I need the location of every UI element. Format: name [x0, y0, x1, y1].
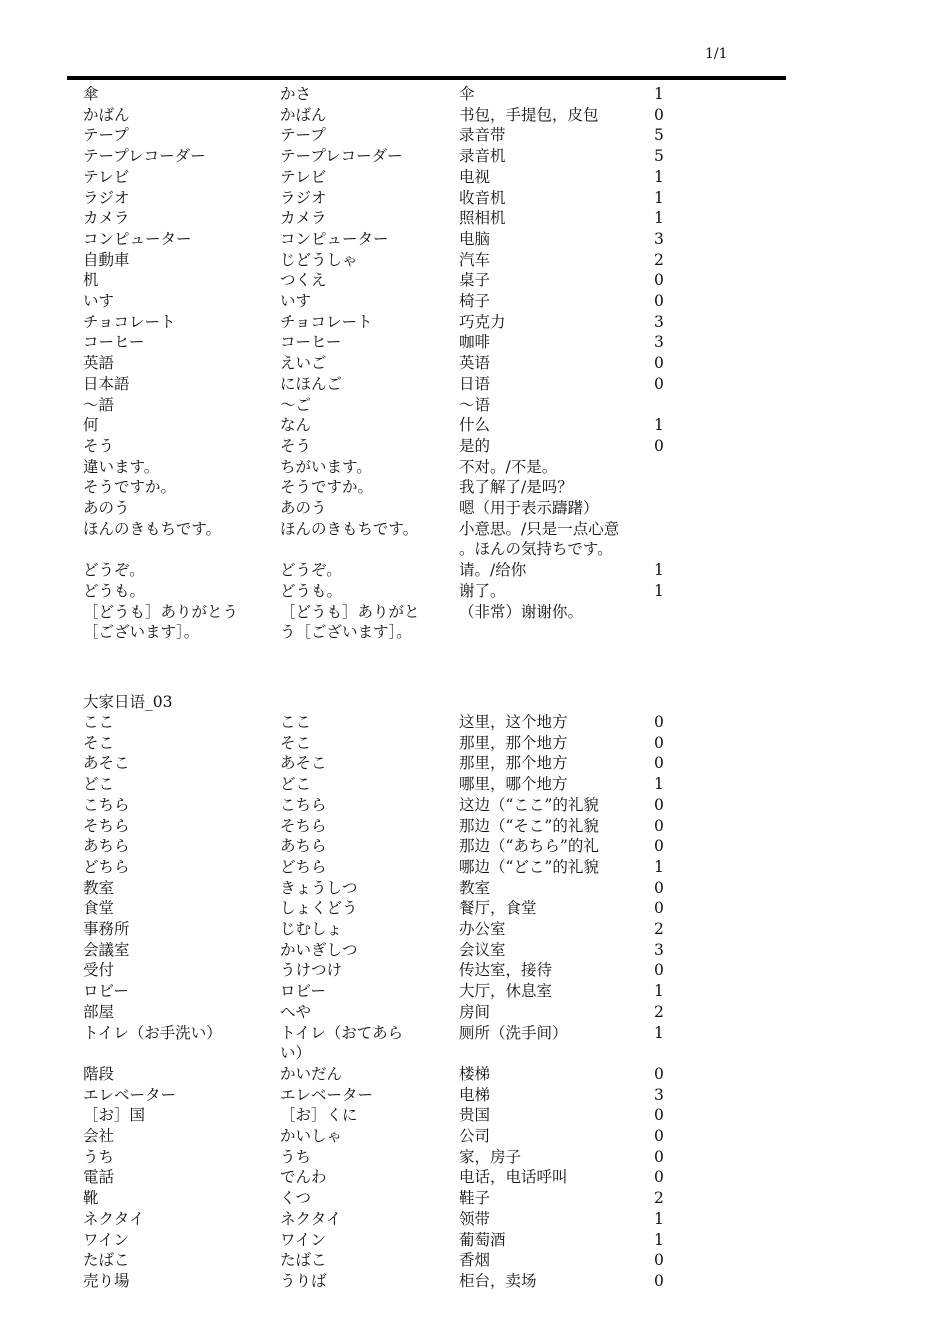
- word-accent: 0: [654, 436, 664, 455]
- word-kana: じむしょ: [280, 920, 343, 938]
- word-kana: いす: [280, 292, 312, 310]
- word-meaning: 餐厅，食堂: [459, 899, 537, 918]
- word-kanji: コンピューター: [83, 229, 192, 248]
- word-accent: 1: [654, 561, 664, 580]
- word-meaning: 电话，电话呼叫: [459, 1168, 568, 1187]
- table-row: [0, 857, 950, 878]
- word-accent: 0: [654, 1271, 664, 1290]
- word-meaning: 照相机: [459, 209, 506, 228]
- word-kana: コーヒー: [280, 333, 342, 352]
- word-kana: でんわ: [280, 1168, 327, 1187]
- word-accent: 3: [654, 1085, 664, 1104]
- word-kana: い）: [280, 1044, 312, 1063]
- word-kanji: ほんのきもちです。: [83, 519, 222, 538]
- word-kanji: ［どうも］ありがとう: [83, 602, 239, 621]
- word-kanji: そこ: [83, 733, 115, 752]
- word-kana: へや: [280, 1002, 312, 1021]
- word-kana: かさ: [280, 85, 312, 103]
- table-row: [0, 753, 950, 774]
- word-kanji: トイレ（お手洗い）: [83, 1023, 222, 1042]
- table-row: [0, 146, 950, 167]
- table-row: [0, 795, 950, 816]
- word-kanji: 受付: [83, 961, 115, 980]
- word-meaning: 办公室: [459, 920, 506, 938]
- word-kanji: 電話: [83, 1168, 115, 1187]
- word-meaning: 什么: [459, 416, 491, 435]
- word-accent: 0: [654, 1251, 664, 1270]
- word-kana: う［ございます］。: [280, 623, 412, 642]
- word-kanji: あのう: [83, 499, 130, 517]
- word-kanji: 机: [83, 271, 99, 290]
- table-row: [0, 1043, 950, 1064]
- word-kanji: こちら: [83, 795, 130, 814]
- word-accent: 3: [654, 333, 664, 352]
- word-meaning: ～语: [459, 395, 491, 414]
- word-accent: 2: [654, 1189, 664, 1208]
- word-accent: 1: [654, 188, 664, 207]
- word-meaning: 楼梯: [459, 1064, 491, 1083]
- table-row: [0, 1105, 950, 1126]
- word-kanji: 自動車: [83, 250, 130, 269]
- table-row: [0, 125, 950, 146]
- word-accent: 1: [654, 775, 664, 794]
- table-row: [0, 622, 950, 643]
- table-row: [0, 1002, 950, 1023]
- word-accent: 1: [654, 1230, 664, 1249]
- table-row: [0, 836, 950, 857]
- table-row: [0, 270, 950, 291]
- word-kana: ラジオ: [280, 188, 327, 207]
- table-row: [0, 312, 950, 333]
- table-row: [0, 1188, 950, 1209]
- word-accent: 1: [654, 1209, 664, 1228]
- table-row: [0, 1209, 950, 1230]
- table-row: [0, 167, 950, 188]
- table-row: [0, 291, 950, 312]
- word-accent: 1: [654, 581, 664, 600]
- word-meaning: 大厅，休息室: [459, 982, 553, 1001]
- word-kana: どちら: [280, 857, 327, 876]
- word-kana: かいぎしつ: [280, 940, 358, 959]
- table-row: [0, 878, 950, 899]
- word-meaning: 那里，那个地方: [459, 754, 568, 773]
- word-kana: ワイン: [280, 1230, 327, 1249]
- word-kanji: チョコレート: [83, 312, 176, 331]
- word-accent: 1: [654, 1023, 664, 1042]
- word-meaning: 谢了。: [459, 581, 506, 600]
- word-kanji: いす: [83, 292, 115, 310]
- word-kana: かいしゃ: [280, 1127, 343, 1145]
- word-meaning: 咖啡: [459, 333, 491, 352]
- word-kana: カメラ: [280, 209, 327, 228]
- word-kana: チョコレート: [280, 312, 373, 331]
- word-kana: コンピューター: [280, 229, 389, 248]
- word-kana: エレベーター: [280, 1085, 374, 1104]
- word-kanji: 違います。: [83, 457, 160, 476]
- table-row: [0, 960, 950, 981]
- word-kana: あちら: [280, 837, 327, 856]
- word-kana: トイレ（おてあら: [280, 1023, 404, 1042]
- word-accent: 0: [654, 1168, 664, 1187]
- word-kanji: ここ: [83, 713, 115, 731]
- word-accent: 2: [654, 920, 664, 938]
- word-accent: 5: [654, 147, 664, 166]
- table-row: [0, 981, 950, 1002]
- word-kana: じどうしゃ: [280, 250, 358, 269]
- word-accent: 2: [654, 1002, 664, 1021]
- word-kanji: 事務所: [83, 920, 130, 938]
- word-accent: 0: [654, 961, 664, 980]
- word-accent: 3: [654, 940, 664, 959]
- word-meaning: 公司: [459, 1127, 491, 1145]
- table-row: [0, 898, 950, 919]
- word-kanji: テープレコーダー: [83, 147, 206, 166]
- word-accent: 0: [654, 292, 664, 310]
- word-kanji: ［ございます］。: [83, 623, 200, 642]
- word-meaning: 电脑: [459, 229, 491, 248]
- word-accent: 0: [654, 795, 664, 814]
- word-meaning: 是的: [459, 436, 491, 455]
- table-row: [0, 1271, 950, 1292]
- word-kana: かばん: [280, 105, 327, 124]
- word-accent: 1: [654, 857, 664, 876]
- word-kana: どうぞ。: [280, 561, 342, 580]
- word-kanji: あそこ: [83, 754, 130, 773]
- word-kanji: 教室: [83, 878, 115, 897]
- word-kanji: そう: [83, 436, 115, 455]
- word-accent: 0: [654, 271, 664, 290]
- word-meaning: 日语: [459, 374, 491, 393]
- word-meaning: 那边（“そこ”的礼貌: [459, 816, 599, 835]
- word-meaning: 柜台，卖场: [459, 1271, 537, 1290]
- word-kanji: 日本語: [83, 374, 130, 393]
- word-meaning: 英语: [459, 354, 491, 373]
- word-kanji: そちら: [83, 816, 130, 835]
- table-row: [0, 457, 950, 478]
- word-accent: 1: [654, 416, 664, 435]
- table-row: [0, 1167, 950, 1188]
- word-meaning: 收音机: [459, 188, 506, 207]
- table-row: [0, 733, 950, 754]
- word-kana: テープレコーダー: [280, 147, 403, 166]
- word-kana: えいご: [280, 354, 327, 373]
- word-kanji: ネクタイ: [83, 1209, 145, 1228]
- table-row: [0, 332, 950, 353]
- word-kana: ロビー: [280, 982, 326, 1001]
- word-accent: 1: [654, 209, 664, 228]
- word-kana: テレビ: [280, 167, 327, 186]
- word-kanji: 会社: [83, 1127, 115, 1145]
- word-kana: ここ: [280, 713, 312, 731]
- word-kanji: かばん: [83, 105, 130, 124]
- table-row: [0, 229, 950, 250]
- table-row: [0, 1126, 950, 1147]
- table-row: [0, 816, 950, 837]
- word-meaning: 巧克力: [459, 312, 506, 331]
- word-meaning: 请。/给你: [459, 561, 527, 580]
- word-accent: 0: [654, 1147, 664, 1166]
- table-row: [0, 774, 950, 795]
- word-accent: 0: [654, 754, 664, 773]
- word-kanji: 売り場: [83, 1271, 130, 1290]
- table-row: [0, 1023, 950, 1044]
- word-accent: 0: [654, 816, 664, 835]
- word-accent: 0: [654, 374, 664, 393]
- word-kana: なん: [280, 416, 312, 435]
- word-kana: あのう: [280, 499, 327, 517]
- word-kana: きょうしつ: [280, 878, 358, 897]
- word-accent: 0: [654, 354, 664, 373]
- word-kanji: カメラ: [83, 209, 130, 228]
- table-row: [0, 1147, 950, 1168]
- word-kana: どうも。: [280, 581, 343, 600]
- table-row: [0, 188, 950, 209]
- word-meaning: 那边（“あちら”的礼: [459, 837, 599, 856]
- word-meaning: 会议室: [459, 940, 506, 959]
- word-kanji: どちら: [83, 857, 130, 876]
- word-kana: あそこ: [280, 754, 327, 773]
- word-kana: そうですか。: [280, 478, 374, 497]
- word-kana: たばこ: [280, 1251, 327, 1270]
- word-meaning: 葡萄酒: [459, 1230, 506, 1249]
- word-kana: そこ: [280, 733, 312, 752]
- word-meaning: （非常）谢谢你。: [459, 602, 584, 621]
- word-kana: かいだん: [280, 1064, 343, 1083]
- word-kanji: 会議室: [83, 940, 130, 959]
- word-meaning: 领带: [459, 1209, 491, 1228]
- word-accent: 0: [654, 105, 664, 124]
- word-kana: くつ: [280, 1189, 312, 1208]
- word-meaning: 这边（“ここ”的礼貌: [459, 795, 599, 814]
- word-meaning: 。ほんの気持ちです。: [459, 540, 613, 559]
- table-row: [0, 1064, 950, 1085]
- word-kanji: エレベーター: [83, 1085, 177, 1104]
- word-kanji: 英語: [83, 354, 115, 373]
- word-meaning: 伞: [459, 85, 475, 103]
- word-accent: 3: [654, 229, 664, 248]
- word-accent: 0: [654, 899, 664, 918]
- table-row: [0, 539, 950, 560]
- table-row: [0, 477, 950, 498]
- word-accent: 1: [654, 85, 664, 103]
- word-kana: そちら: [280, 816, 327, 835]
- word-kana: しょくどう: [280, 899, 358, 918]
- word-kanji: 何: [83, 416, 99, 435]
- word-meaning: 汽车: [459, 250, 491, 269]
- word-kana: こちら: [280, 795, 327, 814]
- word-meaning: 房间: [459, 1002, 491, 1021]
- word-meaning: 电梯: [459, 1085, 491, 1104]
- table-row: [0, 602, 950, 623]
- table-row: [0, 940, 950, 961]
- word-kana: ［お］くに: [280, 1106, 358, 1125]
- word-meaning: 这里，这个地方: [459, 713, 568, 731]
- table-row: [0, 436, 950, 457]
- table-row: [0, 374, 950, 395]
- word-kana: にほんご: [280, 374, 343, 393]
- table-row: [0, 712, 950, 733]
- section-title: 大家日语_03: [83, 693, 173, 711]
- word-meaning: 哪边（“どこ”的礼貌: [459, 857, 599, 876]
- table-row: [0, 395, 950, 416]
- word-kana: うけつけ: [280, 961, 343, 980]
- word-meaning: 书包，手提包，皮包: [459, 105, 599, 124]
- word-meaning: 那里，那个地方: [459, 733, 568, 752]
- word-accent: 0: [654, 878, 664, 897]
- word-accent: 1: [654, 982, 664, 1001]
- word-meaning: 录音机: [459, 147, 506, 166]
- word-kanji: どこ: [83, 775, 115, 794]
- word-kanji: 部屋: [83, 1002, 115, 1021]
- word-meaning: 香烟: [459, 1251, 491, 1270]
- word-kanji: テープ: [83, 126, 129, 145]
- word-meaning: 鞋子: [459, 1189, 491, 1208]
- word-accent: 0: [654, 1106, 664, 1125]
- word-kanji: ［お］国: [83, 1106, 146, 1125]
- table-row: [0, 208, 950, 229]
- word-kanji: 傘: [83, 85, 99, 103]
- word-accent: 3: [654, 312, 664, 331]
- word-meaning: 教室: [459, 878, 491, 897]
- table-row: [0, 560, 950, 581]
- table-row: [0, 519, 950, 540]
- word-kanji: 食堂: [83, 899, 115, 918]
- word-meaning: 厕所（洗手间）: [459, 1023, 568, 1042]
- word-kana: ～ご: [280, 395, 312, 414]
- table-row: [0, 498, 950, 519]
- word-meaning: 椅子: [459, 292, 491, 310]
- word-kana: うち: [280, 1147, 312, 1166]
- word-kana: うりば: [280, 1271, 327, 1290]
- table-row: [0, 353, 950, 374]
- word-meaning: 小意思。/只是一点心意: [459, 519, 620, 538]
- word-meaning: 电视: [459, 167, 491, 186]
- word-kana: テープ: [280, 126, 326, 145]
- word-kanji: 階段: [83, 1064, 115, 1083]
- word-kana: ちがいます。: [280, 457, 372, 476]
- word-meaning: 录音带: [459, 126, 506, 145]
- word-accent: 0: [654, 837, 664, 856]
- word-kanji: うち: [83, 1147, 115, 1166]
- word-kanji: テレビ: [83, 167, 130, 186]
- word-kana: ［どうも］ありがと: [280, 602, 420, 621]
- table-row: [0, 250, 950, 271]
- table-row: [0, 919, 950, 940]
- table-row: [0, 1085, 950, 1106]
- word-kana: どこ: [280, 775, 312, 794]
- word-kana: つくえ: [280, 271, 327, 290]
- word-meaning: 嗯（用于表示躊躇）: [459, 499, 599, 517]
- word-meaning: 不对。/不是。: [459, 457, 558, 476]
- word-kanji: ロビー: [83, 982, 129, 1001]
- word-kana: そう: [280, 436, 312, 455]
- table-row: [0, 105, 950, 126]
- word-kanji: 靴: [83, 1189, 99, 1208]
- word-kanji: ～語: [83, 395, 115, 414]
- word-accent: 1: [654, 167, 664, 186]
- word-kanji: ワイン: [83, 1230, 130, 1249]
- word-accent: 0: [654, 1127, 664, 1145]
- word-meaning: 贵国: [459, 1106, 491, 1125]
- word-kanji: ラジオ: [83, 188, 130, 207]
- word-kanji: どうも。: [83, 581, 146, 600]
- word-kanji: たばこ: [83, 1251, 130, 1270]
- word-accent: 2: [654, 250, 664, 269]
- page-number: 1/1: [705, 46, 728, 62]
- table-row: [0, 84, 950, 105]
- word-kanji: そうですか。: [83, 478, 177, 497]
- word-accent: 0: [654, 733, 664, 752]
- word-kanji: どうぞ。: [83, 561, 145, 580]
- word-kana: ネクタイ: [280, 1209, 342, 1228]
- word-meaning: 家，房子: [459, 1147, 522, 1166]
- word-accent: 5: [654, 126, 664, 145]
- word-meaning: 桌子: [459, 271, 491, 290]
- table-row: [0, 1230, 950, 1251]
- table-row: [0, 415, 950, 436]
- table-row: [0, 581, 950, 602]
- word-accent: 0: [654, 713, 664, 731]
- word-kana: ほんのきもちです。: [280, 519, 419, 538]
- word-kanji: コーヒー: [83, 333, 145, 352]
- word-meaning: 传达室，接待: [459, 961, 553, 980]
- word-meaning: 哪里，哪个地方: [459, 775, 568, 794]
- word-accent: 0: [654, 1064, 664, 1083]
- word-meaning: 我了解了/是吗？: [459, 478, 573, 497]
- word-kanji: あちら: [83, 837, 130, 856]
- table-row: [0, 1250, 950, 1271]
